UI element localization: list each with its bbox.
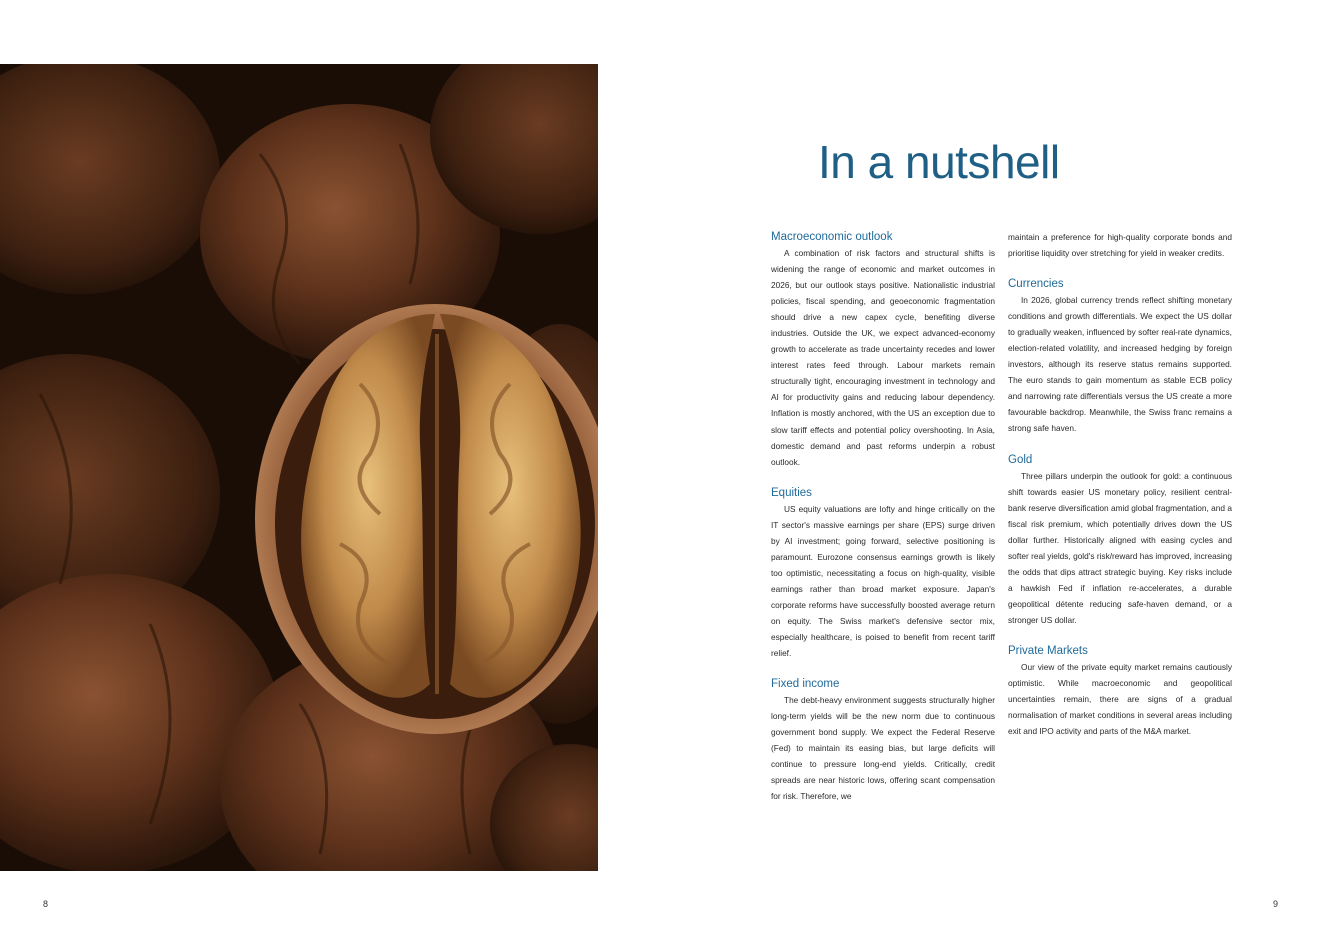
section-currencies — [1008, 276, 1232, 436]
text-column-left — [771, 229, 995, 804]
section-body: Our view of the private equity market remains cautiously optimistic. While macroeconomic and geopolitical uncertainties remain, there are signs of a gradual normalisation of market conditions in several areas including exit and IPO activity and parts of the M&A market. — [1008, 661, 1232, 737]
page-number-left: 8 — [43, 899, 49, 909]
section-heading: Currencies — [1008, 278, 1064, 291]
section-body: The debt-heavy environment suggests structurally higher long-term yields will be the new norm due to continuous government bond supply. We expect the Federal Reserve (Fed) to maintain its easing bias, but large deficits will continue to pressure long-end yields. Critically, credit spreads are near historic lows, offering scant compensation for risk. Therefore, we — [771, 695, 995, 802]
fixed-income-continuation: maintain a preference for high-quality corporate bonds and prioritise liquidity over stretching for yield in weaker credits. — [1008, 232, 1232, 259]
section-heading: Fixed income — [771, 678, 840, 691]
section-heading: Gold — [1008, 453, 1033, 466]
section-heading: Equities — [771, 486, 812, 499]
section-body: In 2026, global currency trends reflect shifting monetary conditions and growth differentials. We expect the US dollar to gradually weaken, influenced by softer real-rate dynamics, election-related volatility, and increased hedging by foreign investors, although its reserve status remains supported. The euro stands to gain momentum as stable ECB policy and narrowing rate differentials versus the US create a more favourable backdrop. Meanwhile, the Swiss franc remains a strong safe haven. — [1008, 295, 1232, 434]
section-macroeconomic-outlook — [771, 229, 995, 470]
section-fixed-income — [771, 676, 995, 804]
section-body: A combination of risk factors and structural shifts is widening the range of economic and market outcomes in 2026, but our outlook stays positive. Nationalistic industrial policies, fiscal spending, and geoeconomic fragmentation should drive a new capex cycle, benefiting diverse industries. Outside the UK, we expect advanced-economy growth to accelerate as trade uncertainty recedes and lower interest rates feed through. Labour markets remain structurally tight, encouraging investment in technology and AI for productivity gains and reducing labour dependency. Inflation is mostly anchored, with the US an exception due to slow tariff effects and potential policy overshooting. In Asia, domestic demand and past reforms underpin a robust outlook. — [771, 248, 995, 467]
walnuts-illustration — [0, 64, 598, 871]
walnuts-photo — [0, 64, 598, 871]
page-number-right: 9 — [1273, 899, 1279, 909]
section-heading: Private Markets — [1008, 644, 1088, 657]
section-gold — [1008, 452, 1232, 628]
section-heading: Macroeconomic outlook — [771, 231, 893, 243]
page-title: In a nutshell — [818, 136, 1060, 188]
section-private-markets — [1008, 643, 1232, 739]
section-body: Three pillars underpin the outlook for gold: a continuous shift towards easier US monetary policy, resilient central-bank reserve diversification amid global fragmentation, and a fiscal risk premium, which potentially drives down the US dollar further. Historically aligned with easing cycles and softer real yields, gold's risk/reward has improved, increasing the odds that dips attract strategic buying. Key risks include a hawkish Fed if inflation re-accelerates, a durable geopolitical détente reducing safe-haven demand, or a stronger US dollar. — [1008, 470, 1232, 625]
section-body: US equity valuations are lofty and hinge critically on the IT sector's massive earnings per share (EPS) surge driven by AI investment; going forward, selective positioning is paramount. Eurozone consensus earnings growth is likely too optimistic, necessitating a focus on high-quality, visible earnings rather than broad market exposure. Japan's corporate reforms have successfully boosted average return on equity. The Swiss market's defensive sector mix, especially healthcare, is poised to benefit from recent tariff relief. — [771, 503, 995, 659]
text-column-right — [1008, 229, 1232, 739]
section-equities — [771, 485, 995, 661]
